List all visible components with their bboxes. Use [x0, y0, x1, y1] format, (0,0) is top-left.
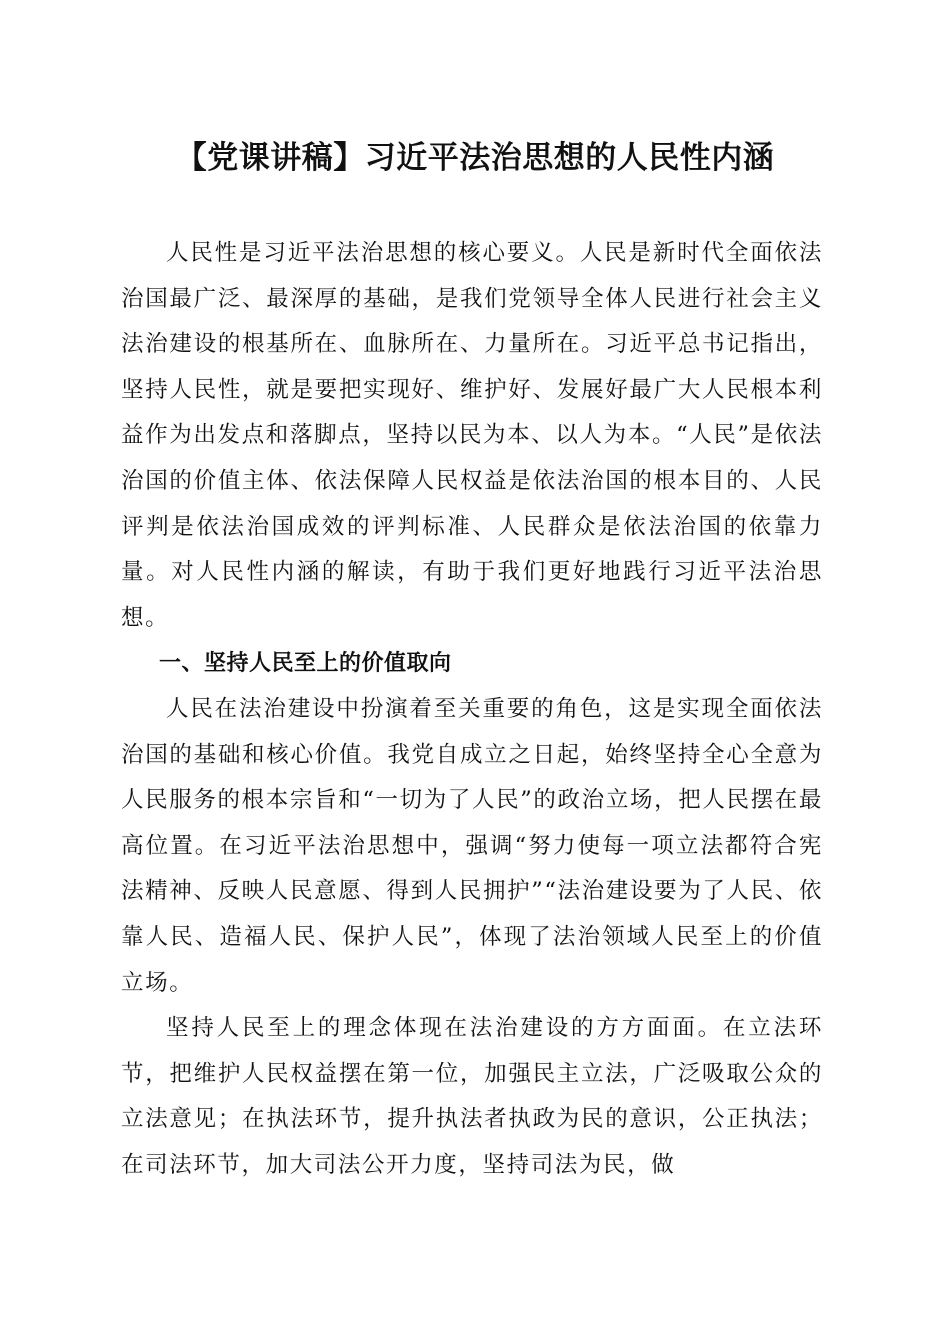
- document-title: 【党课讲稿】习近平法治思想的人民性内涵: [175, 140, 775, 176]
- paragraph-intro: 人民性是习近平法治思想的核心要义。人民是新时代全面依法治国最广泛、最深厚的基础，是我们党领导全体人民进行社会主义法治建设的根基所在、血脉所在、力量所在。习近平总书记指出，坚持人民性，就是要把实现好、维护好、发展好最广大人民根本利益作为出发点和落脚点，坚持以民为本、以人为本。“人民”是依法治国的价值主体、依法保障人民权益是依法治国的根本目的、人民评判是依法治国成效的评判标准、人民群众是依法治国的依靠力量。对人民性内涵的解读，有助于我们更好地践行习近平法治思想。: [121, 240, 823, 631]
- paragraph-section-1-b: 坚持人民至上的理念体现在法治建设的方方面面。在立法环节，把维护人民权益摆在第一位，加强民主立法，广泛吸取公众的立法意见；在执法环节，提升执法者执政为民的意识，公正执法；在司法环节，加大司法公开力度，坚持司法为民，做: [121, 1015, 823, 1178]
- paragraph-section-1-a: 人民在法治建设中扮演着至关重要的角色，这是实现全面依法治国的基础和核心价值。我党自成立之日起，始终坚持全心全意为人民服务的根本宗旨和“一切为了人民”的政治立场，把人民摆在最高位置。在习近平法治思想中，强调“努力使每一项立法都符合宪法精神、反映人民意愿、得到人民拥护”“法治建设要为了人民、依靠人民、造福人民、保护人民”，体现了法治领域人民至上的价值立场。: [121, 695, 823, 996]
- section-heading-1: 一、坚持人民至上的价值取向: [159, 651, 452, 677]
- document-body: [121, 231, 823, 1188]
